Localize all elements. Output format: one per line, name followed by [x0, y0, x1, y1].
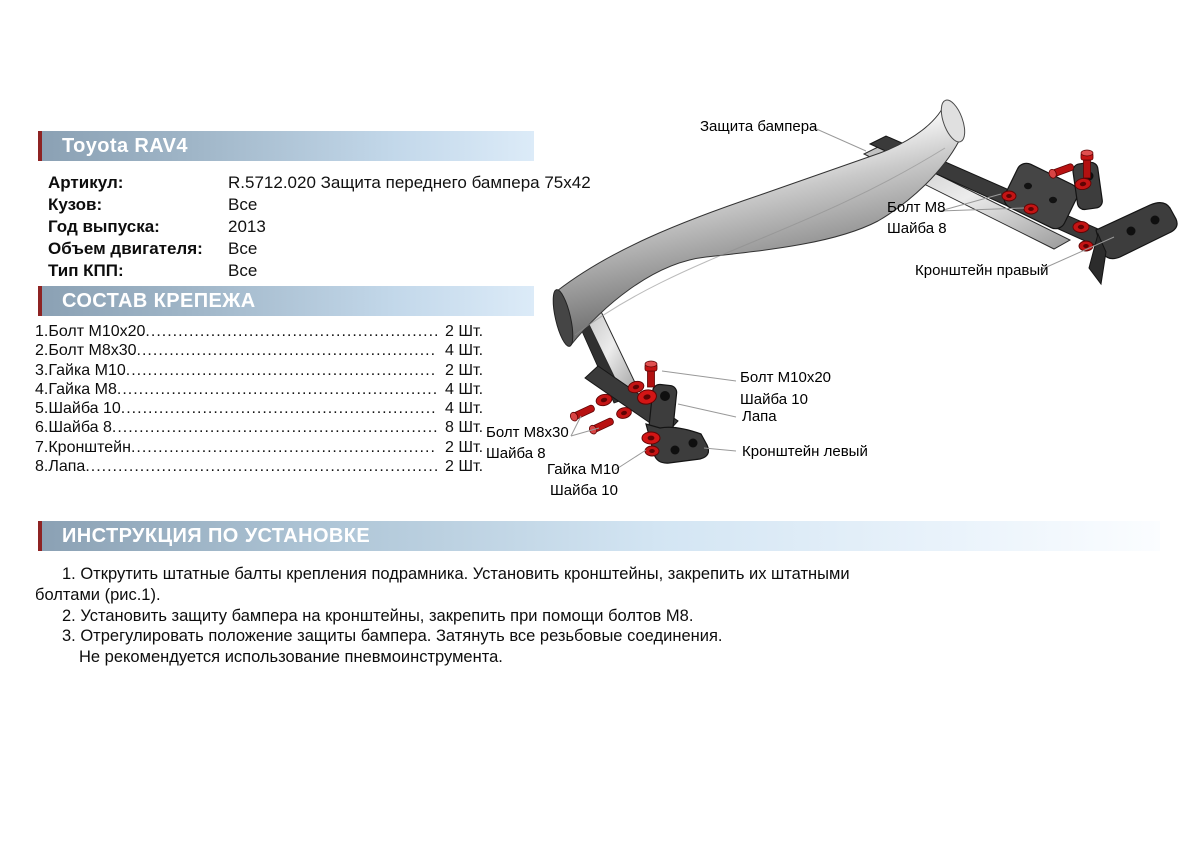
list-item — [35, 322, 505, 341]
list-item — [35, 399, 505, 418]
item-qty: 4 Шт. — [445, 400, 484, 418]
nut-icon — [645, 446, 659, 456]
instructions-text — [35, 564, 1055, 668]
label-bolt-m8x30: Болт М8х30 — [486, 424, 569, 441]
item-qty: 8 Шт. — [445, 419, 484, 437]
bolt-icon — [1048, 162, 1075, 179]
detail-label: Кузов: — [48, 195, 103, 214]
detail-row-engine — [48, 238, 591, 260]
washer-icon — [1073, 222, 1089, 233]
item-name: 2.Болт М8х30 — [35, 342, 137, 360]
instruction-line: 1. Открутить штатные балты крепления подрамника. Установить кронштейны, закрепить их штатными — [62, 565, 850, 583]
dotted-leader — [126, 361, 437, 380]
instruction-line: 2. Установить защиту бампера на кронштейны, закрепить при помощи болтов М8. — [62, 606, 694, 625]
detail-row-transmission — [48, 260, 591, 282]
label-bolt-m10x20: Болт М10х20 — [740, 369, 832, 386]
bolt-icon — [645, 361, 657, 387]
instruction-line: болтами (рис.1). — [35, 585, 161, 604]
item-name: 4.Гайка М8 — [35, 380, 117, 398]
list-item — [35, 457, 505, 476]
model-header-bar — [38, 131, 534, 161]
instruction-line: Не рекомендуется использование пневмоинструмента. — [79, 648, 503, 667]
item-name: 6.Шайба 8 — [35, 419, 112, 437]
item-qty: 2 Шт. — [445, 323, 484, 340]
label-bolt-m8x30-washer: Шайба 8 — [486, 445, 546, 462]
item-qty: 2 Шт. — [445, 361, 484, 379]
item-name: 3.Гайка М10 — [35, 361, 126, 379]
detail-value: Все — [228, 239, 258, 258]
list-item — [35, 438, 505, 457]
dotted-leader — [112, 418, 437, 437]
label-bolt-m10x20-washer: Шайба 10 — [740, 391, 808, 408]
detail-value: Все — [228, 261, 258, 280]
item-qty: 4 Шт. — [445, 380, 484, 398]
bolt-icon — [588, 416, 615, 435]
item-name: 1.Болт М10х20 — [35, 323, 146, 340]
label-nut-m10-washer: Шайба 10 — [550, 482, 618, 499]
dotted-leader — [137, 341, 437, 360]
item-qty: 2 Шт. — [445, 458, 484, 476]
model-title: Toyota RAV4 — [62, 134, 188, 157]
nut-icon — [1002, 191, 1016, 201]
detail-value: Все — [228, 195, 258, 214]
label-bumper-guard: Защита бампера — [700, 118, 818, 135]
label-bracket-left: Кронштейн левый — [742, 443, 868, 460]
detail-value: 2013 — [228, 217, 266, 236]
item-name: 7.Кронштейн — [35, 438, 131, 456]
detail-row-body — [48, 194, 591, 216]
instructions-header-bar — [38, 521, 1160, 551]
list-item — [35, 361, 505, 380]
instruction-line: 3. Отрегулировать положение защиты бампера. Затянуть все резьбовые соединения. — [62, 627, 723, 646]
item-qty: 4 Шт. — [445, 342, 484, 360]
dotted-leader — [85, 457, 437, 476]
detail-row-article — [48, 172, 591, 194]
label-nut-m10: Гайка М10 — [547, 461, 620, 478]
detail-row-year — [48, 216, 591, 238]
detail-value: R.5712.020 Защита переднего бампера 75х42 — [228, 173, 591, 192]
label-bracket-right: Кронштейн правый — [915, 262, 1049, 279]
dotted-leader — [121, 399, 437, 418]
nut-icon — [1024, 204, 1038, 214]
detail-label: Артикул: — [48, 173, 124, 192]
label-bolt-m8: Болт М8 — [887, 199, 946, 216]
hardware-title: СОСТАВ КРЕПЕЖА — [62, 289, 256, 312]
label-bolt-m8-washer: Шайба 8 — [887, 220, 947, 237]
hardware-header-bar — [38, 286, 534, 316]
dotted-leader — [117, 380, 437, 399]
item-name: 8.Лапа — [35, 458, 86, 476]
label-lapa: Лапа — [742, 408, 777, 425]
bolt-icon — [569, 403, 596, 422]
item-qty: 2 Шт. — [445, 438, 484, 456]
instructions-title: ИНСТРУКЦИЯ ПО УСТАНОВКЕ — [62, 524, 371, 547]
detail-label: Объем двигателя: — [48, 239, 203, 258]
item-name: 5.Шайба 10 — [35, 400, 121, 418]
detail-label: Год выпуска: — [48, 217, 160, 236]
dotted-leader — [145, 322, 437, 341]
hardware-list — [35, 322, 505, 476]
washer-icon — [642, 432, 660, 444]
dotted-leader — [131, 438, 437, 457]
list-item — [35, 380, 505, 399]
detail-label: Тип КПП: — [48, 261, 124, 280]
list-item — [35, 418, 505, 437]
product-details — [48, 172, 591, 282]
list-item — [35, 341, 505, 360]
